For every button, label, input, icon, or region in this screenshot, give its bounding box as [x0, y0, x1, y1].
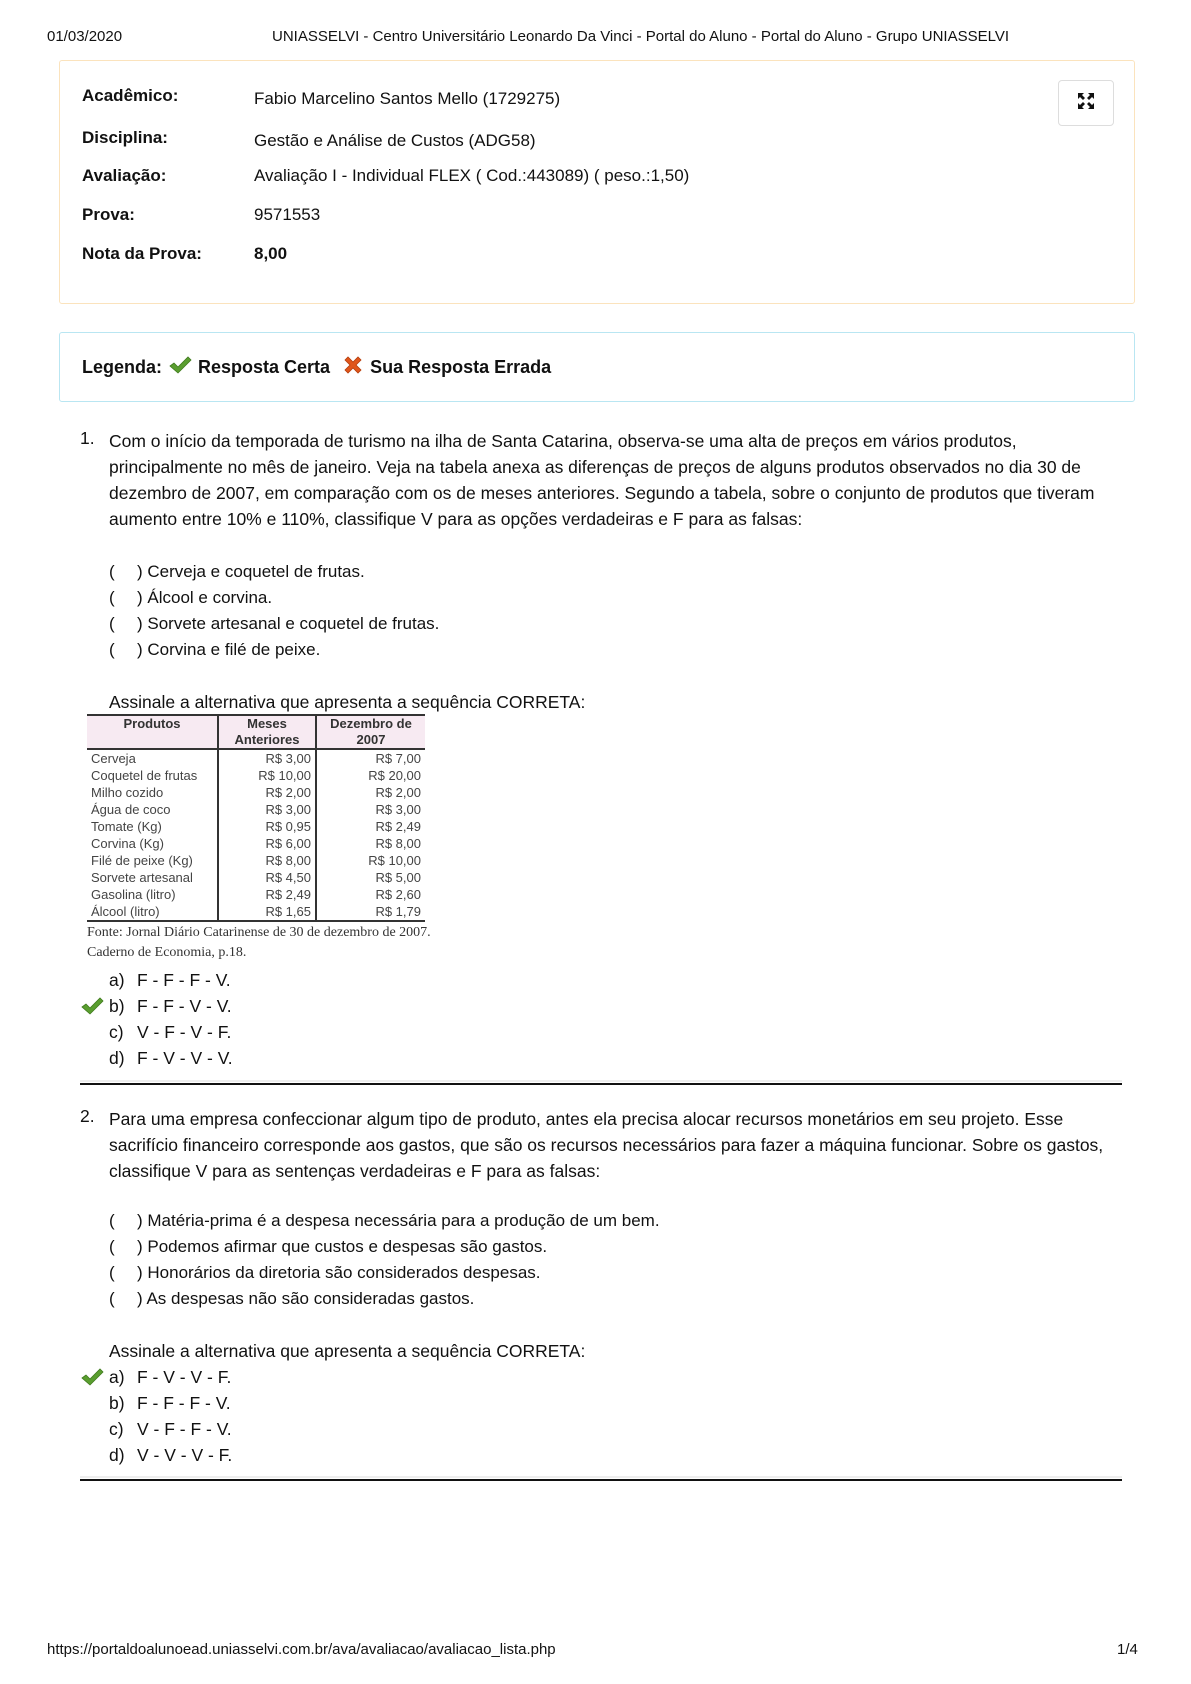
statement: ( ) Honorários da diretoria são considerados despesas.: [109, 1263, 541, 1282]
question-divider: [80, 1083, 1122, 1085]
option-a: a) F - F - F - V.: [109, 970, 231, 990]
question-divider: [80, 1479, 1122, 1481]
question-number: 2.: [80, 1106, 95, 1126]
exam-info-panel: [59, 60, 1135, 304]
col-header-dezembro-2007: Dezembro de 2007: [316, 715, 425, 749]
statement: ( ) As despesas não são consideradas gastos.: [109, 1289, 475, 1308]
green-check-icon: [80, 996, 104, 1021]
option-c: c) V - F - F - V.: [109, 1419, 232, 1439]
price-table: [87, 714, 425, 922]
print-date: 01/03/2020: [47, 28, 123, 45]
option-a-correct: a) F - V - V - F.: [109, 1367, 232, 1387]
option-d: d) F - V - V - V.: [109, 1048, 233, 1068]
table-row: Coquetel de frutas R$ 10,00 R$ 20,00: [87, 767, 425, 784]
table-row: Cerveja R$ 3,00 R$ 7,00: [87, 749, 425, 767]
avaliacao-label: Avaliação:: [82, 166, 167, 185]
legend-wrong-label: Sua Resposta Errada: [370, 356, 552, 377]
disciplina-value: Gestão e Análise de Custos (ADG58): [254, 131, 536, 150]
question-text: Com o início da temporada de turismo na ilha de Santa Catarina, observa-se uma alta de preços em vários produtos, principalmente no mês de janeiro. Veja na tabela anexa as diferenças de preços de alguns produtos observados no dia 30 de dezembro de 2007, em comparação com os de meses anteriores. Segundo a tabela, sobre o conjunto de produtos que tiveram aumento entre 10% e 110%, classifique V para as opções verdadeiras e F para as falsas:: [109, 431, 1095, 529]
statement: ( ) Podemos afirmar que custos e despesas são gastos.: [109, 1237, 548, 1256]
table-header-row: [87, 715, 425, 749]
question-prompt: Assinale a alternativa que apresenta a sequência CORRETA:: [109, 692, 586, 712]
table-row: Corvina (Kg) R$ 6,00 R$ 8,00: [87, 835, 425, 852]
page-title: UNIASSELVI - Centro Universitário Leonardo Da Vinci - Portal do Aluno - Portal do Aluno - Grupo UNIASSELVI: [272, 28, 1010, 45]
print-header: [0, 28, 1191, 48]
table-row: Álcool (litro) R$ 1,65 R$ 1,79: [87, 903, 425, 921]
table-row: Milho cozido R$ 2,00 R$ 2,00: [87, 784, 425, 801]
orange-x-icon: [342, 354, 364, 381]
question-text: Para uma empresa confeccionar algum tipo de produto, antes ela precisa alocar recursos monetários em seu projeto. Esse sacrifício financeiro corresponde aos gastos, que são os recursos necessários para fazer a máquina funcionar. Sobre os gastos, classifique V para as sentenças verdadeiras e F para as falsas:: [109, 1109, 1104, 1181]
option-c: c) V - F - V - F.: [109, 1022, 232, 1042]
table-source: Fonte: Jornal Diário Catarinense de 30 de dezembro de 2007. Caderno de Economia, p.18.: [87, 925, 431, 960]
statement: ( ) Cerveja e coquetel de frutas.: [109, 562, 365, 581]
prova-value: 9571553: [254, 205, 321, 224]
option-d: d) V - V - V - F.: [109, 1445, 233, 1465]
academico-label: Acadêmico:: [82, 86, 179, 105]
green-check-icon: [80, 1367, 104, 1392]
table-row: Água de coco R$ 3,00 R$ 3,00: [87, 801, 425, 818]
option-b: b) F - F - F - V.: [109, 1393, 231, 1413]
avaliacao-value: Avaliação I - Individual FLEX ( Cod.:443089) ( peso.:1,50): [254, 166, 690, 185]
col-header-produtos: Produtos: [87, 715, 218, 749]
col-header-meses-anteriores: Meses Anteriores: [218, 715, 316, 749]
table-row: Tomate (Kg) R$ 0,95 R$ 2,49: [87, 818, 425, 835]
prova-label: Prova:: [82, 205, 135, 224]
statement: ( ) Álcool e corvina.: [109, 588, 273, 607]
statement: ( ) Matéria-prima é a despesa necessária para a produção de um bem.: [109, 1211, 660, 1230]
table-row: Filé de peixe (Kg) R$ 8,00 R$ 10,00: [87, 852, 425, 869]
page-number: 1/4: [1117, 1641, 1138, 1658]
legend-label: Legenda:: [82, 356, 163, 377]
page-url: https://portaldoalunoead.uniasselvi.com.br/ava/avaliacao/avaliacao_lista.php: [47, 1641, 556, 1658]
nota-value: 8,00: [254, 244, 288, 263]
academico-value: Fabio Marcelino Santos Mello (1729275): [254, 89, 561, 108]
expand-arrows-icon: [1076, 91, 1096, 116]
legend-correct-label: Resposta Certa: [198, 356, 331, 377]
expand-button[interactable]: [1058, 80, 1114, 126]
legend-panel: [59, 332, 1135, 402]
table-row: Gasolina (litro) R$ 2,49 R$ 2,60: [87, 886, 425, 903]
statement: ( ) Corvina e filé de peixe.: [109, 640, 321, 659]
green-check-icon: [168, 355, 192, 380]
disciplina-label: Disciplina:: [82, 128, 168, 147]
statement: ( ) Sorvete artesanal e coquetel de frutas.: [109, 614, 440, 633]
nota-label: Nota da Prova:: [82, 244, 202, 263]
question-number: 1.: [80, 428, 95, 448]
question-prompt: Assinale a alternativa que apresenta a sequência CORRETA:: [109, 1341, 586, 1361]
option-b-correct: b) F - F - V - V.: [109, 996, 232, 1016]
table-row: Sorvete artesanal R$ 4,50 R$ 5,00: [87, 869, 425, 886]
